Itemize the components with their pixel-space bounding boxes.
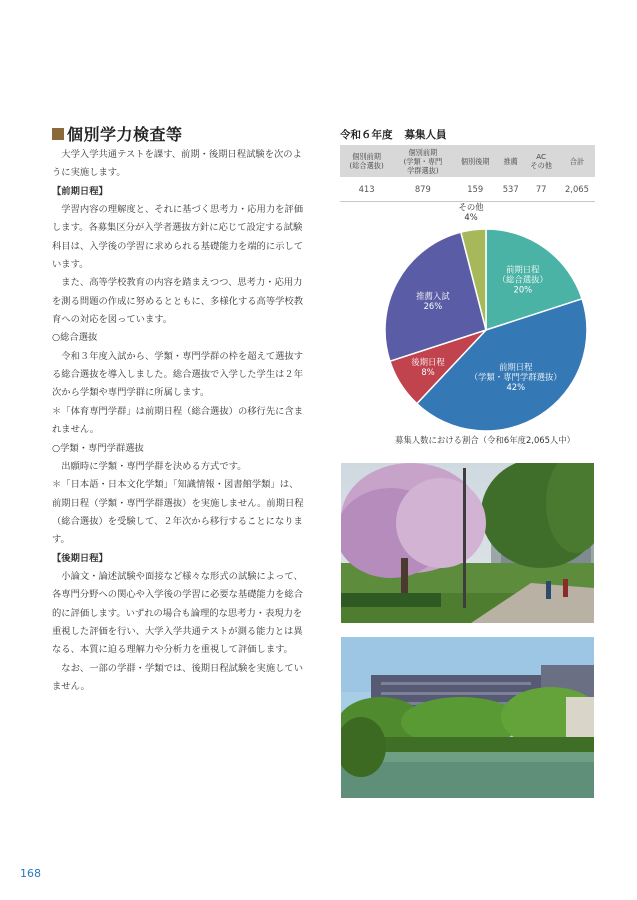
recruit-table-header: 個別後期 xyxy=(453,145,498,177)
body-paragraph: 【後期日程】 xyxy=(52,552,108,564)
body-paragraph: なお、一部の学群・学類では、後期日程試験を実施していません。 xyxy=(52,662,304,692)
recruit-table-title xyxy=(340,127,447,142)
campus-photo-pond xyxy=(341,637,594,798)
body-paragraph: 小論文・論述試験や面接など様々な形式の試験によって、各専門分野への関心や入学後の学習に必要な基礎能力を総合的に評価します。いずれの場合も論理的な思考力・表現力を重視した評価を行い、大学入学共通テストが測る能力とは異なる、本質に迫る理解力や分析力を重視して評価します。 xyxy=(52,570,304,656)
pie-slice-label: 前期日程（総合選抜） 20% xyxy=(497,264,548,295)
recruit-table-cell: 159 xyxy=(453,177,498,202)
pie-slice-label: 前期日程（学類・専門学群選抜） 42% xyxy=(469,361,562,392)
recruit-table-cell: 413 xyxy=(340,177,393,202)
pie-chart xyxy=(340,200,595,440)
page-number: 168 xyxy=(20,867,41,880)
recruit-table-row xyxy=(340,177,595,202)
recruit-table xyxy=(340,145,595,202)
body-paragraph: 学習内容の理解度と、それに基づく思考力・応用力を評価します。各募集区分が入学者選抜方針に応じて設定する試験科目は、入学後の学習に求められる基礎能力を端的に示しています。 xyxy=(52,204,304,271)
recruit-table-header-row xyxy=(340,145,595,177)
pie-slice-label: 推薦入試 26% xyxy=(416,290,450,311)
body-paragraph: ＊「日本語・日本文化学類」「知識情報・図書館学類」は、前期日程（学類・専門学群選抜）を実施しません。前期日程（総合選抜）を受験して、２年次から移行することになります。 xyxy=(52,479,304,546)
recruit-table-label: 募集人員 xyxy=(404,129,447,141)
campus-photo-cherry-tree xyxy=(341,463,594,623)
recruit-table-year: 令和６年度 xyxy=(340,129,393,141)
section-title: 個別学力検査等 xyxy=(67,125,183,144)
pie-chart-svg xyxy=(340,200,595,440)
recruit-table-header: 合計 xyxy=(559,145,595,177)
pie-slice-label: その他 4% xyxy=(458,201,484,222)
square-bullet-icon xyxy=(52,128,64,140)
body-paragraph: 大学入学共通テストを課す、前期・後期日程試験を次のように実施します。 xyxy=(52,149,302,179)
recruit-table-cell: 879 xyxy=(393,177,452,202)
body-paragraph: 令和３年度入試から、学類・専門学群の枠を超えて選抜する総合選抜を導入しました。総合選抜で入学した学生は２年次から学類や専門学群に所属します。 xyxy=(52,350,304,399)
recruit-table-cell: 77 xyxy=(523,177,558,202)
body-paragraph: 出願時に学類・専門学群を決める方式です。 xyxy=(61,460,247,472)
section-heading xyxy=(52,122,183,145)
body-paragraph: 【前期日程】 xyxy=(52,185,108,197)
body-paragraph: また、高等学校教育の内容を踏まえつつ、思考力・応用力を測る問題の作成に努めるとともに、多様化する高等学校教育への対応を図っています。 xyxy=(52,277,304,326)
body-paragraph: ＊「体育専門学群」は前期日程（総合選抜）の移行先に含まれません。 xyxy=(52,405,304,436)
pie-chart-caption: 募集人数における割合（令和6年度2,065人中） xyxy=(395,435,576,445)
recruit-table-header: AC その他 xyxy=(523,145,558,177)
recruit-table-cell: 537 xyxy=(498,177,524,202)
recruit-table-header: 個別前期 (学類・専門 学群選抜) xyxy=(393,145,452,177)
recruit-table-header: 推薦 xyxy=(498,145,524,177)
body-paragraph: ○総合選抜 xyxy=(52,332,98,344)
pie-slice-label: 後期日程 8% xyxy=(411,356,445,377)
recruit-table-cell: 2,065 xyxy=(559,177,595,202)
body-paragraph: ○学類・専門学群選抜 xyxy=(52,442,144,454)
body-text xyxy=(52,146,307,696)
recruit-table-header: 個別前期 (総合選抜) xyxy=(340,145,393,177)
